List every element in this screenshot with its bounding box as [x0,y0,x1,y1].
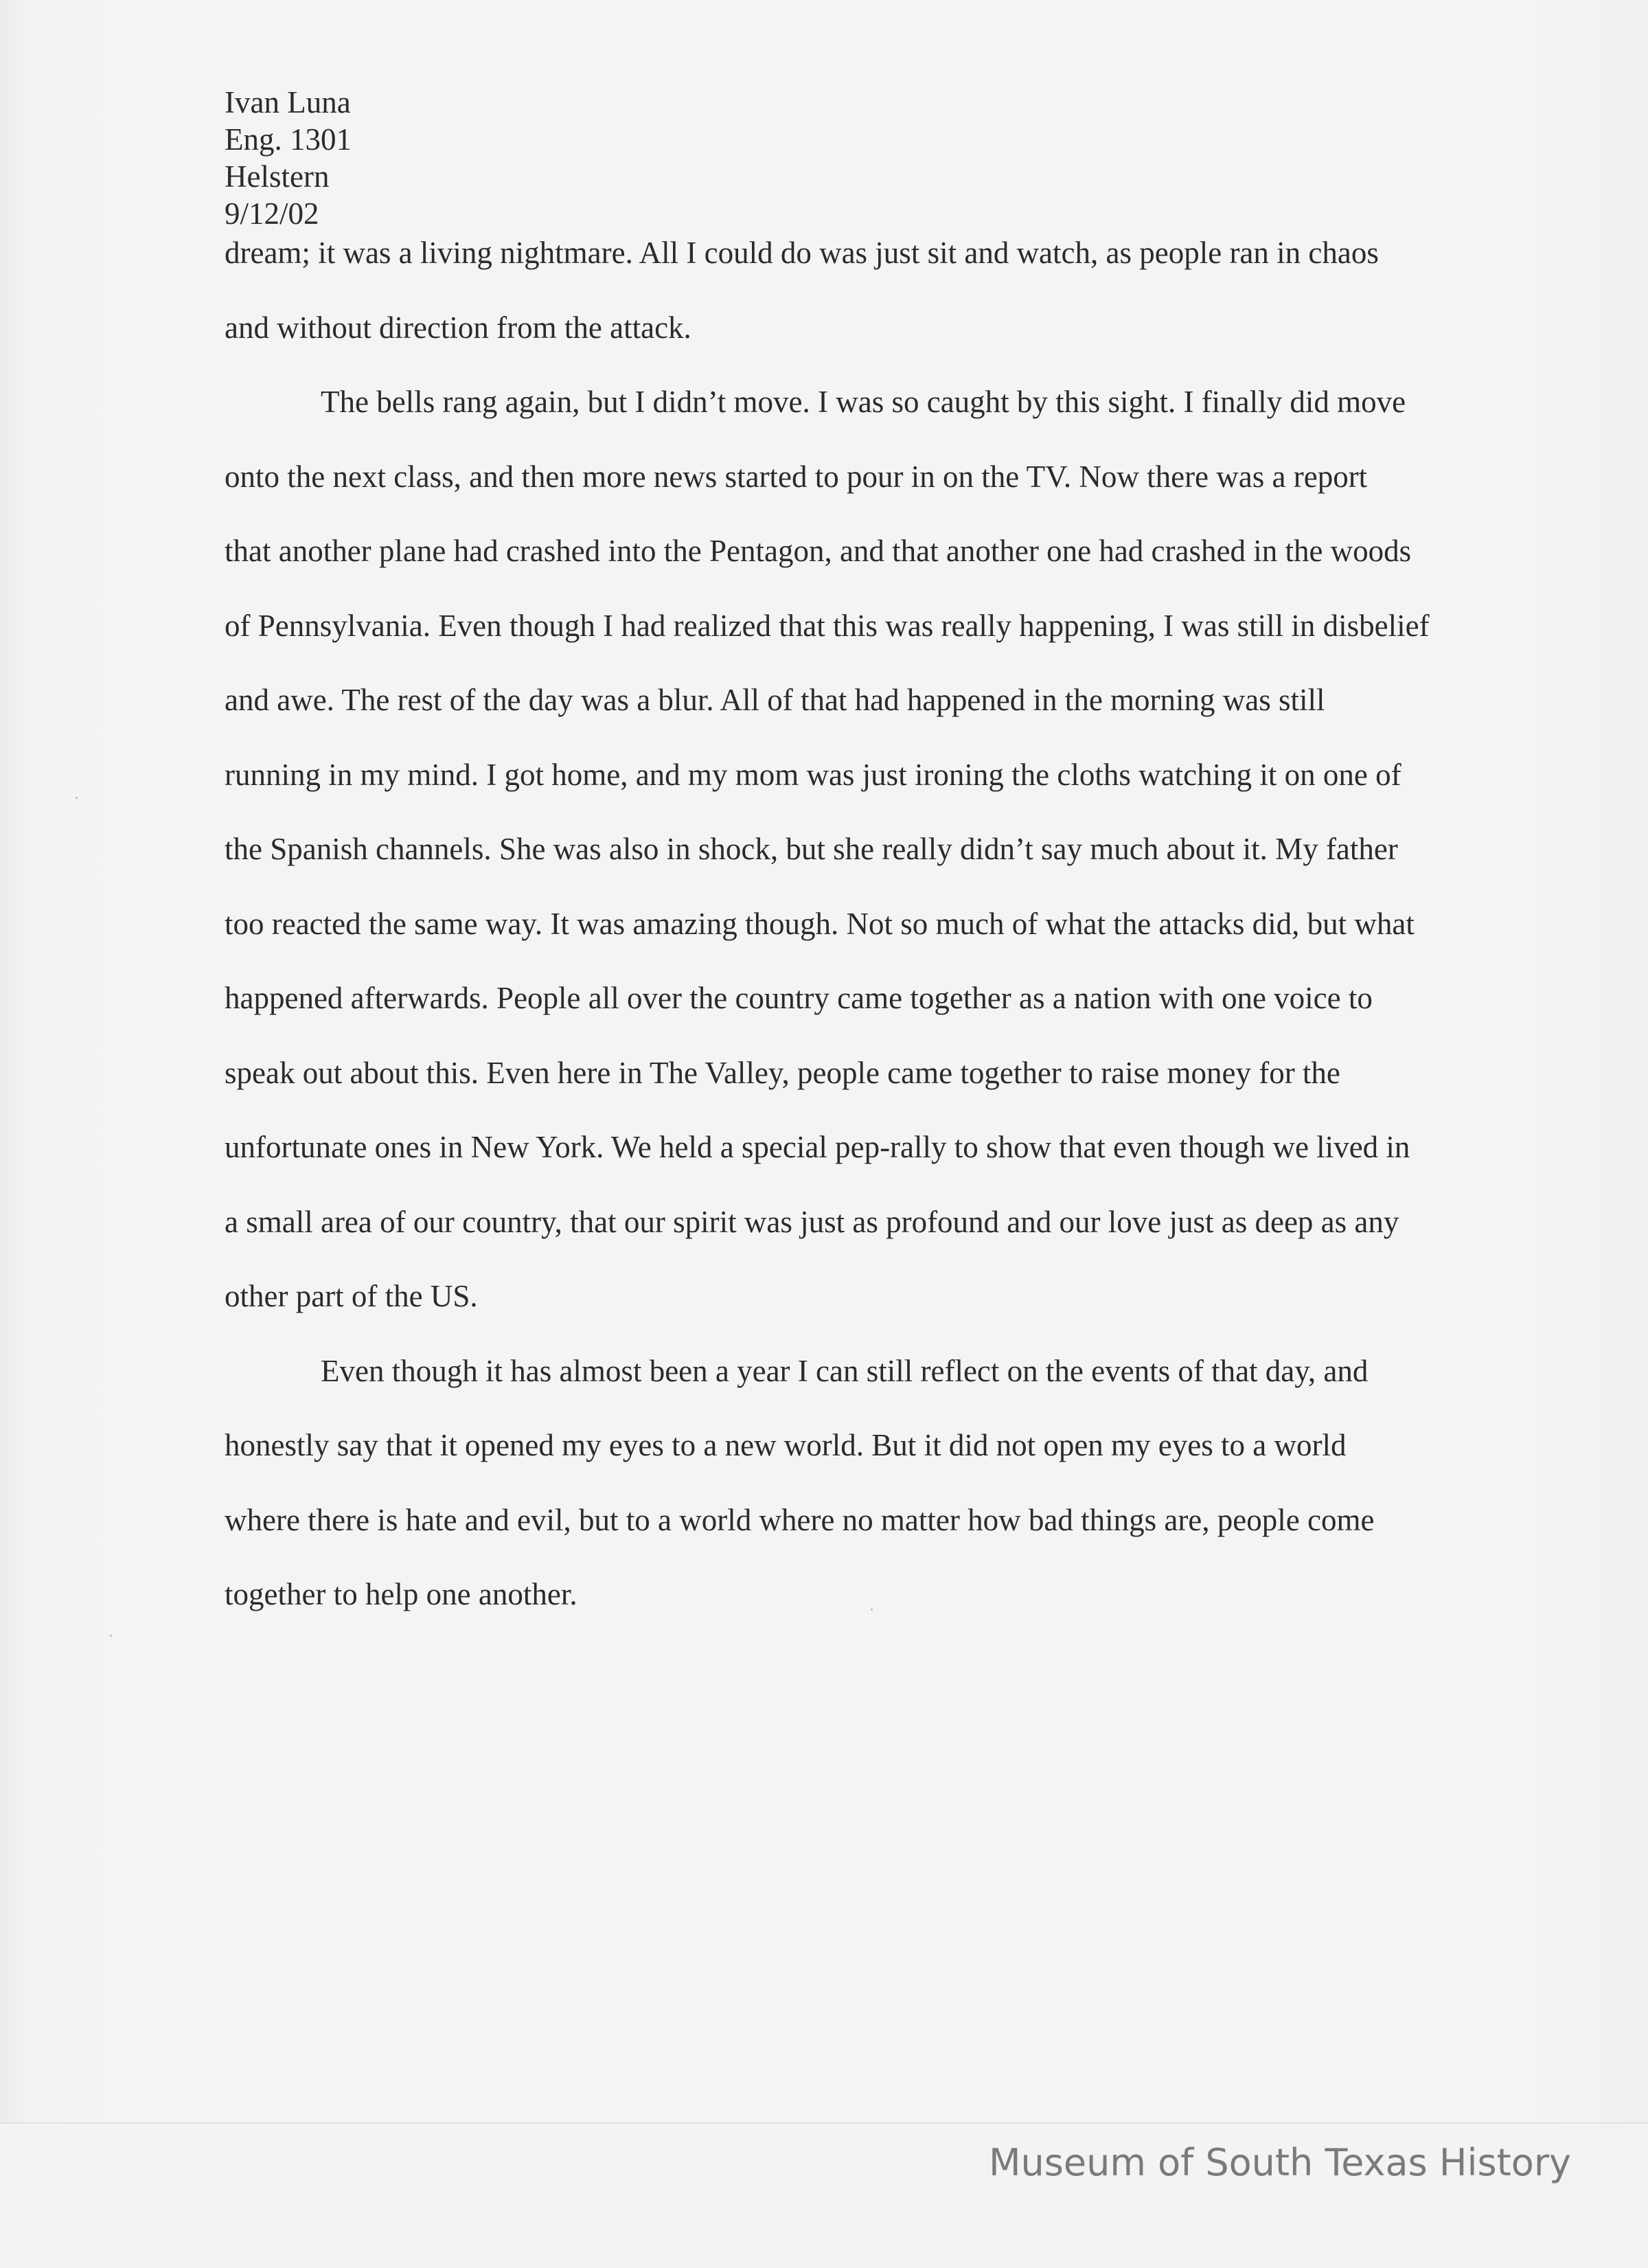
body-line: the Spanish channels. She was also in shock, but she really didn’t say much about it. My father [225,832,1398,866]
body-line: Even though it has almost been a year I can still reflect on the events of that day, and [321,1353,1369,1388]
essay-body [225,229,1522,1646]
body-line: of Pennsylvania. Even though I had realized that this was really happening, I was still in disbelief [225,608,1430,643]
body-line: The bells rang again, but I didn’t move. I was so caught by this sight. I finally did move [321,385,1406,419]
body-line: together to help one another. [225,1577,577,1611]
museum-watermark: Museum of South Texas History [988,2141,1571,2184]
body-line: onto the next class, and then more news started to pour in on the TV. Now there was a report [225,459,1368,494]
scan-speck [871,1609,873,1611]
body-line: running in my mind. I got home, and my mom was just ironing the cloths watching it on one of [225,757,1401,792]
author-name: Ivan Luna [225,85,351,120]
body-line: where there is hate and evil, but to a world where no matter how bad things are, people come [225,1502,1375,1537]
body-line: too reacted the same way. It was amazing though. Not so much of what the attacks did, but what [225,906,1415,941]
scan-speck [76,797,78,799]
body-line: other part of the US. [225,1279,478,1313]
scan-speck [110,1635,112,1637]
body-line: dream; it was a living nightmare. All I could do was just sit and watch, as people ran in chaos [225,236,1379,270]
body-line: honestly say that it opened my eyes to a new world. But it did not open my eyes to a world [225,1428,1347,1462]
course-name: Eng. 1301 [225,122,352,157]
body-line: speak out about this. Even here in The Valley, people came together to raise money for the [225,1055,1340,1090]
body-line: that another plane had crashed into the Pentagon, and that another one had crashed in the woods [225,534,1412,568]
instructor-name: Helstern [225,159,330,194]
body-line: unfortunate ones in New York. We held a special pep-rally to show that even though we lived in [225,1130,1410,1164]
body-line: a small area of our country, that our spirit was just as profound and our love just as deep as any [225,1204,1399,1239]
body-line: and without direction from the attack. [225,310,691,345]
essay-header [225,84,352,232]
essay-date: 9/12/02 [225,196,319,231]
body-line: happened afterwards. People all over the country came together as a nation with one voice to [225,981,1373,1015]
body-line: and awe. The rest of the day was a blur. All of that had happened in the morning was still [225,683,1325,717]
